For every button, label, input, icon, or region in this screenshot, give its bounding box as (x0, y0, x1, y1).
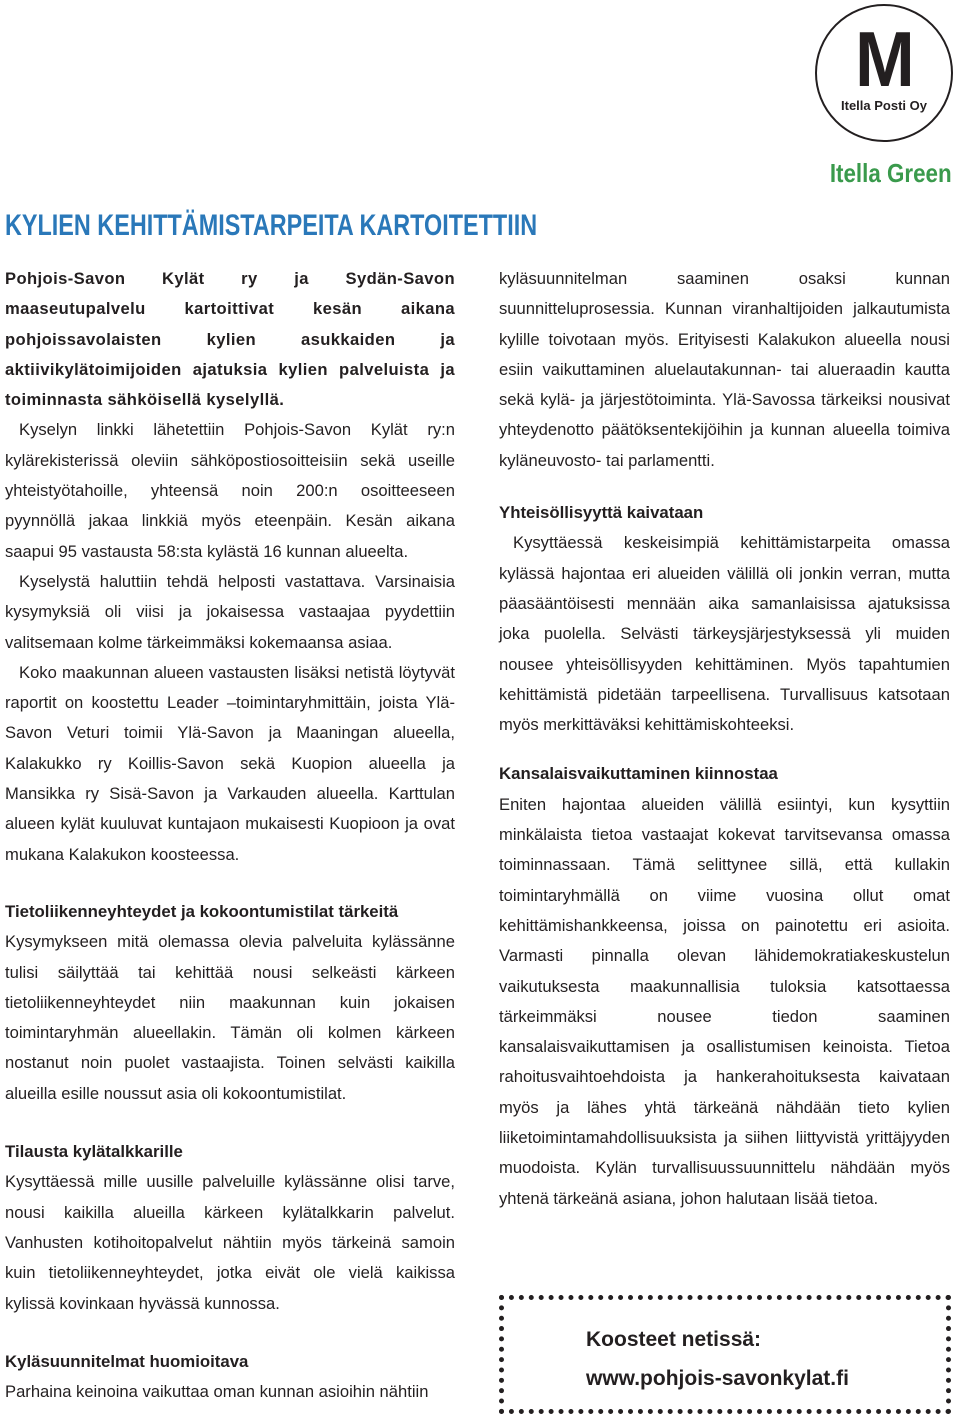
section-heading: Yhteisöllisyyttä kaivataan (499, 503, 704, 523)
right-column (499, 264, 950, 1214)
info-box (499, 1295, 951, 1414)
section-heading: Tilausta kylätalkkarille (5, 1142, 183, 1162)
logo-letter: M (855, 15, 913, 103)
body-paragraph: Kyselyn linkki lähetettiin Pohjois-Savon Kylät ry:n kylärekisterissä oleviin sähköpostiosoitteisiin sekä useille yhteistyötahoille, yhteensä noin 200:n osoitteeseen pyynnöllä jakaa linkkiä myös eteenpäin. Kesän aikana saapui 95 vastausta 58:sta kylästä 16 kunnan alueelta. (5, 420, 455, 561)
body-paragraph: Kysyttäessä mille uusille palveluille kylässänne olisi tarve, nousi kaikilla alueilla kärkeen kylätalkkarin palvelut. Vanhusten kotihoitopalvelut nähtiin myös tärkeinä samoin kuin tietoliikenneyhteydet, jotka eivät ole vielä kaikissa kylissä kovinkaan hyvässä kunnossa. (5, 1172, 455, 1313)
page-headline: KYLIEN KEHITTÄMISTARPEITA KARTOITETTIIN (5, 209, 538, 242)
logo-company-name: Itella Posti Oy (841, 98, 927, 113)
itella-posti-logo (815, 4, 953, 142)
info-box-label: Koosteet netissä: (586, 1328, 762, 1351)
body-paragraph: Kysymykseen mitä olemassa olevia palveluita kylässänne tulisi säilyttää tai kehittää nousi selkeästi kärkeen tietoliikenneyhteydet niin maakunnan kuin jokaisen toimintaryhmän alueellakin. Tämän oli kolmen kärkeen nostanut noin puolet vastaajista. Toinen selvästi kaikilla alueilla esille noussut asia oli kokoontumistilat. (5, 932, 455, 1103)
body-paragraph: kyläsuunnitelman saaminen osaksi kunnan suunnitteluprosessia. Kunnan viranhaltijoiden jalkautumista kylille toivotaan myös. Erityisesti Kalakukon alueella nousi esiin vaikuttaminen aluelautakunnan- tai alueraadin kautta sekä kylä- ja järjestötoiminta. Ylä-Savossa tärkeiksi nousivat yhteydenotto päätöksentekijöihin ja kunnan alueella toimiva kyläneuvosto- tai parlamentti. (499, 269, 950, 470)
section-heading: Kansalaisvaikuttaminen kiinnostaa (499, 764, 778, 784)
left-column (5, 264, 455, 1407)
section-heading: Tietoliikenneyhteydet ja kokoontumistilat tärkeitä (5, 901, 399, 921)
body-paragraph: Parhaina keinoina vaikuttaa oman kunnan asioihin nähtiin (5, 1382, 429, 1402)
body-paragraph: Kyselystä haluttiin tehdä helposti vastattava. Varsinaisia kysymyksiä oli viisi ja jokaisessa vastaajaa pyydettiin valitsemaan kolme tärkeimmäksi kokemaansa asiaa. (5, 571, 455, 652)
body-paragraph: Kysyttäessä keskeisimpiä kehittämistarpeita omassa kylässä hajontaa eri alueiden välillä oli jonkin verran, mutta päasääntöisesti mennään aika samanlaisissa ajatuksissa joka puolella. Selvästi tärkeysjärjestyksessä yli muiden nousee yhteisöllisyyden kehittäminen. Myös tapahtumien kehittämistä pidetään tarpeellisena. Turvallisuus katsotaan myös merkittäväksi kehittämiskohteeksi. (499, 533, 950, 735)
section-heading: Kyläsuunnitelmat huomioitava (5, 1351, 249, 1371)
info-box-url[interactable]: www.pohjois-savonkylat.fi (586, 1367, 849, 1390)
body-paragraph: Koko maakunnan alueen vastausten lisäksi netistä löytyvät raportit on koostettu Leader –toimintaryhmittäin, joista Ylä-Savon Veturi toimii Ylä-Savon ja Maaningan alueella, Kalakukko ry Koillis-Savon sekä Kuopion alueella ja Mansikka ry Sisä-Savon ja Varkauden alueella. Karttulan alueen kylät kuuluvat kuntajaon mukaisesti Kuopioon ja ovat mukana Kalakukon koosteessa. (5, 662, 455, 864)
body-paragraph: Eniten hajontaa alueiden välillä esiintyi, kun kysyttiin minkälaista tietoa vastaajat kokevat tarvitsevansa omassa toiminnassaan. Tämä selittynee sillä, että kullakin toimintaryhmällä on viime vuosina ollut omat kehittämishankkeensa, joissa on painotettu eri asioita. Varmasti pinnalla olevan lähidemokratiakeskustelun vaikutuksesta maakunnallisia tuloksia katsottaessa tärkeimmäksi nousee tiedon saaminen kansalaisvaikuttamisen ja osallistumisen keinoista. Tietoa rahoitusvaihtoehdoista ja hankerahoituksesta kaivataan myös ja lähes yhtä tärkeänä nähdään tieto kylien liiketoimintamahdollisuuksista ja siihen liittyvistä yrittäjyyden muodoista. Kylän turvallisuussuunnittelu nähdään myös yhtenä tärkeänä asiana, johon halutaan lisää tietoa. (499, 794, 950, 1208)
brand-label: Itella Green (830, 158, 952, 188)
lead-paragraph: Pohjois-Savon Kylät ry ja Sydän-Savon maaseutupalvelu kartoittivat kesän aikana pohjoissavolaisten kylien asukkaiden ja aktiivikylätoimijoiden ajatuksia kylien palveluista ja toiminnasta sähköisellä kyselyllä. (5, 269, 455, 410)
